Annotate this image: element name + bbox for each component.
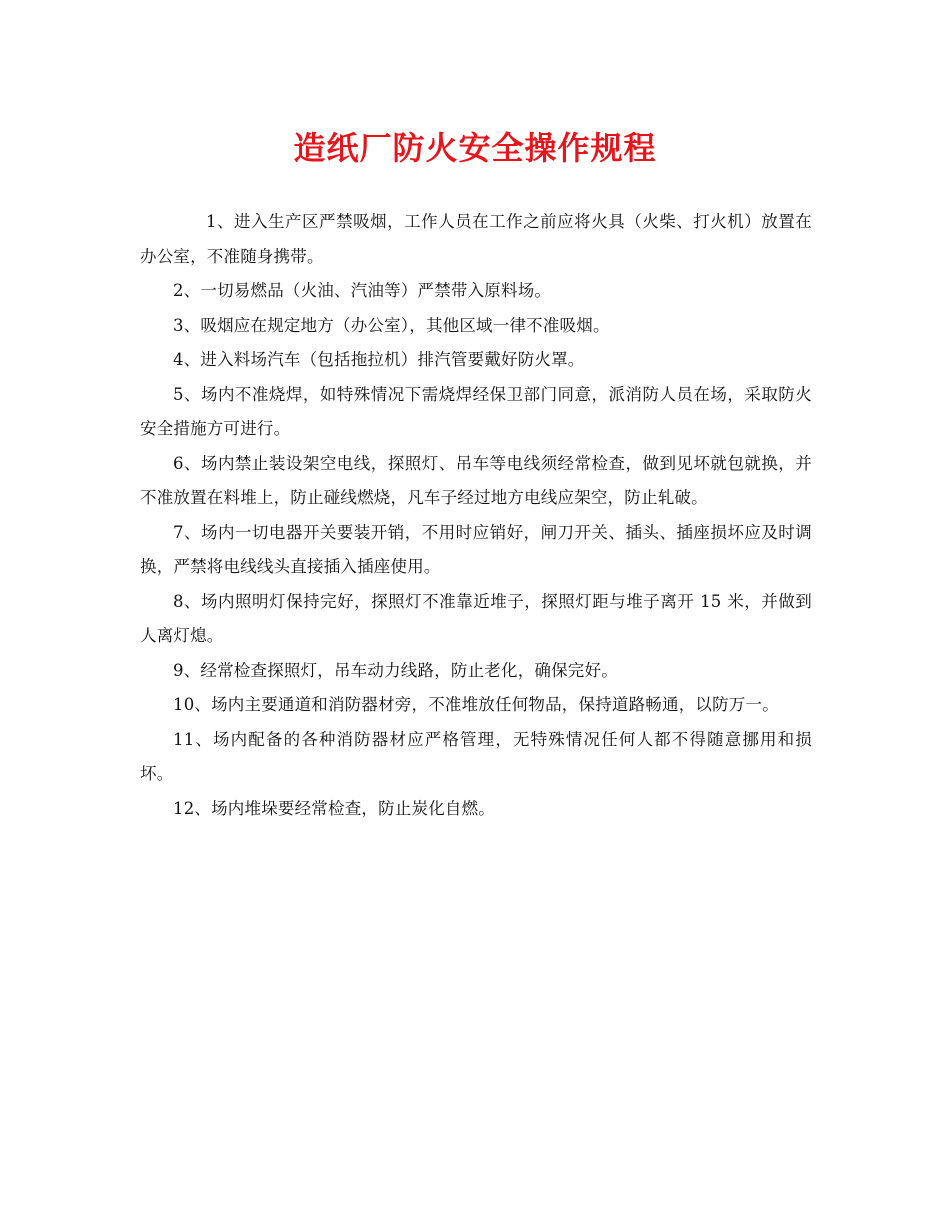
rule-item-10: 10、场内主要通道和消防器材旁，不准堆放任何物品，保持道路畅通，以防万一。 (173, 695, 779, 714)
rule-item-8: 8、场内照明灯保持完好，探照灯不准靠近堆子，探照灯距与堆子离开 15 米，并做到人离灯熄。 (140, 591, 812, 645)
rule-item-9: 9、经常检查探照灯，吊车动力线路，防止老化，确保完好。 (173, 660, 618, 680)
rule-item-6: 6、场内禁止装设架空电线，探照灯、吊车等电线须经常检查，做到见坏就包就换，并不准放置在料堆上，防止碰线燃烧，凡车子经过地方电线应架空，防止轧破。 (140, 453, 812, 507)
document-body (140, 205, 812, 826)
rule-item-12: 12、场内堆垛要经常检查，防止炭化自燃。 (173, 798, 495, 818)
rule-item-11: 11、场内配备的各种消防器材应严格管理，无特殊情况任何人都不得随意挪用和损坏。 (140, 729, 812, 783)
rule-item-4: 4、进入料场汽车（包括拖拉机）排汽管要戴好防火罩。 (173, 350, 585, 369)
rule-item-2: 2、一切易燃品（火油、汽油等）严禁带入原料场。 (173, 281, 552, 300)
rule-item-5: 5、场内不准烧焊，如特殊情况下需烧焊经保卫部门同意，派消防人员在场，采取防火安全措施方可进行。 (140, 384, 812, 438)
rule-item-3: 3、吸烟应在规定地方（办公室），其他区域一律不准吸烟。 (173, 315, 610, 335)
rule-item-7: 7、场内一切电器开关要装开销，不用时应销好，闸刀开关、插头、插座损坏应及时调换，严禁将电线线头直接插入插座使用。 (140, 522, 812, 576)
rule-item-1: 1、进入生产区严禁吸烟，工作人员在工作之前应将火具（火柴、打火机）放置在办公室，不准随身携带。 (140, 212, 812, 266)
document-title: 造纸厂防火安全操作规程 (293, 129, 657, 167)
